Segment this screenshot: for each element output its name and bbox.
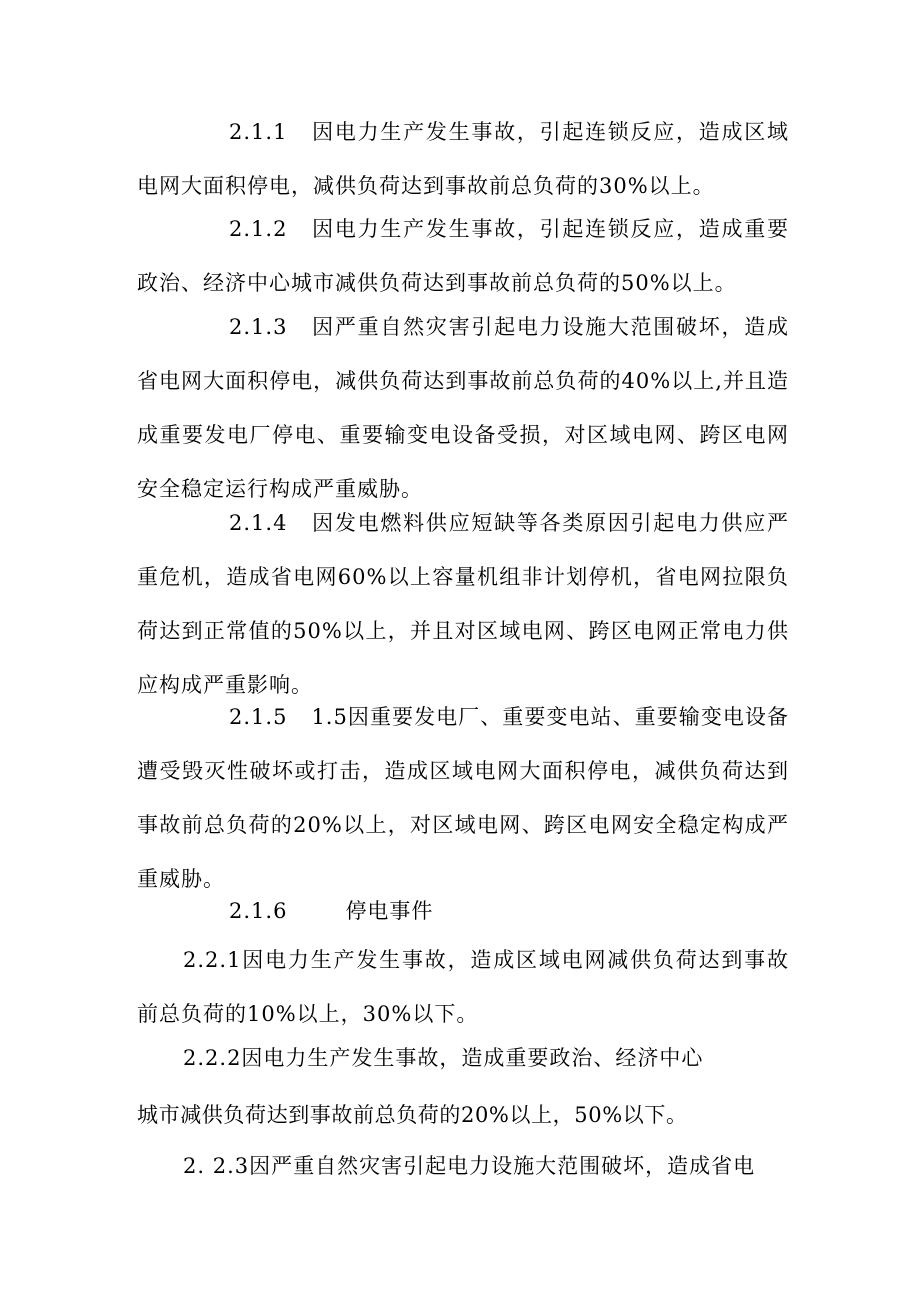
clause-text: 1.5因重要发电厂、重要变电站、重要输变电设备遭受毁灭性破坏或打击，造成区域电网大面积停电，减供负荷达到事故前总负荷的20%以上，对区域电网、跨区电网安全稳定构成严重威胁。 — [137, 705, 789, 891]
paragraph-2-2-2-continuation — [137, 1088, 789, 1142]
clause-text: 因电力生产发生事故，引起连锁反应，造成区域电网大面积停电，减供负荷达到事故前总负荷的30%以上。 — [137, 120, 789, 198]
paragraph-2-1-2 — [137, 202, 789, 310]
paragraph-2-2-2 — [137, 1031, 789, 1085]
clause-number: 2.1.5 — [229, 705, 288, 729]
paragraph-2-2-1 — [137, 933, 789, 1041]
clause-number: 2.1.4 — [229, 511, 288, 535]
clause-text: 2.2.1因电力生产发生事故，造成区域电网减供负荷达到事故前总负荷的10%以上，30%以下。 — [137, 948, 789, 1026]
clause-text: 因发电燃料供应短缺等各类原因引起电力供应严重危机，造成省电网60%以上容量机组非计划停机，省电网拉限负荷达到正常值的50%以上，并且对区域电网、跨区电网正常电力供应构成严重影响。 — [137, 511, 789, 697]
clause-text: 停电事件 — [345, 899, 434, 923]
clause-number: 2.1.1 — [229, 120, 288, 144]
paragraph-2-1-4 — [137, 496, 789, 712]
clause-text: 因严重自然灾害引起电力设施大范围破坏，造成省电网大面积停电，减供负荷达到事故前总负荷的40%以上,并且造成重要发电厂停电、重要输变电设备受损，对区域电网、跨区电网安全稳定运行构成严重威胁。 — [137, 315, 789, 501]
clause-number: 2.1.3 — [229, 315, 288, 339]
paragraph-2-2-3 — [137, 1139, 789, 1193]
paragraph-2-1-1 — [137, 105, 789, 213]
clause-text: 因电力生产发生事故，引起连锁反应，造成重要政治、经济中心城市减供负荷达到事故前总负荷的50%以上。 — [137, 217, 789, 295]
paragraph-2-1-3 — [137, 300, 789, 516]
clause-number: 2.1.2 — [229, 217, 288, 241]
clause-text: 2. 2.3因严重自然灾害引起电力设施大范围破坏，造成省电 — [183, 1154, 756, 1178]
paragraph-2-1-6 — [137, 884, 789, 938]
clause-number: 2.1.6 — [229, 899, 288, 923]
paragraph-2-1-5 — [137, 690, 789, 906]
clause-text: 城市减供负荷达到事故前总负荷的20%以上，50%以下。 — [137, 1103, 688, 1127]
clause-text: 2.2.2因电力生产发生事故，造成重要政治、经济中心 — [183, 1046, 704, 1070]
